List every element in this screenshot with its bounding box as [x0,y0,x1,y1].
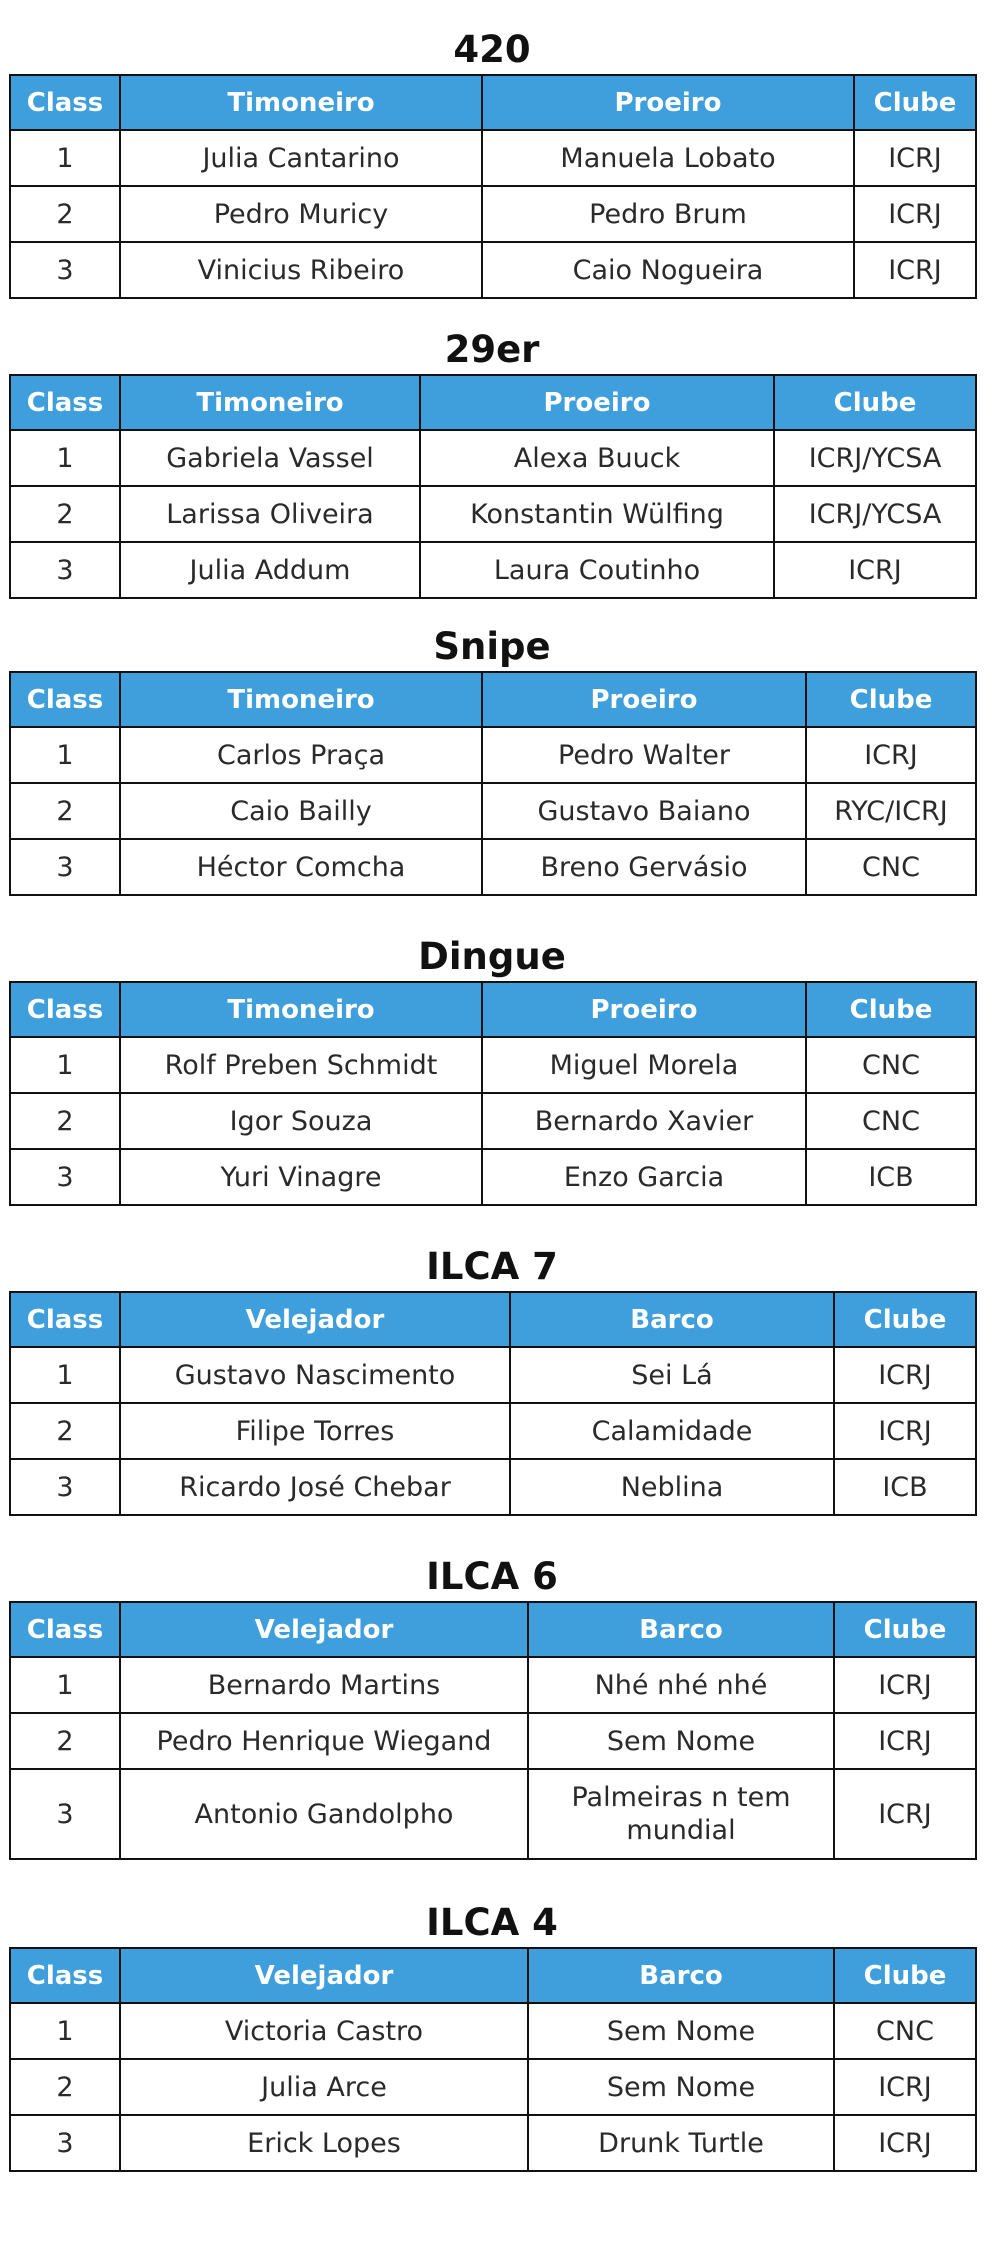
cell-class: 1 [10,1347,120,1403]
cell-clube: ICRJ/YCSA [774,486,976,542]
table-row [10,542,976,598]
header-class: Class [10,75,120,130]
cell-clube: CNC [806,1093,976,1149]
cell-proeiro: Breno Gervásio [482,839,806,895]
table-row [10,430,976,486]
cell-proeiro: Miguel Morela [482,1037,806,1093]
header-clube: Clube [774,375,976,430]
section-title: Dingue [418,935,566,978]
cell-clube: RYC/ICRJ [806,783,976,839]
section-29er [9,330,975,599]
header-proeiro: Proeiro [482,75,854,130]
cell-clube: ICRJ [774,542,976,598]
cell-clube: CNC [806,839,976,895]
table-row [10,783,976,839]
cell-proeiro: Laura Coutinho [420,542,774,598]
cell-timoneiro: Igor Souza [120,1093,482,1149]
cell-velejador: Gustavo Nascimento [120,1347,510,1403]
table-row [10,1149,976,1205]
cell-timoneiro: Vinicius Ribeiro [120,242,482,298]
header-class: Class [10,982,120,1037]
results-table [9,1947,977,2172]
header-timoneiro: Timoneiro [120,982,482,1037]
table-row [10,2115,976,2171]
cell-timoneiro: Héctor Comcha [120,839,482,895]
cell-timoneiro: Carlos Praça [120,727,482,783]
section-ilca-6 [9,1557,975,1860]
cell-timoneiro: Julia Addum [120,542,420,598]
cell-proeiro: Gustavo Baiano [482,783,806,839]
cell-clube: ICRJ [834,1657,976,1713]
cell-class: 1 [10,2003,120,2059]
header-clube: Clube [806,672,976,727]
header-row [10,1292,976,1347]
cell-class: 3 [10,2115,120,2171]
header-proeiro: Proeiro [420,375,774,430]
table-row [10,1657,976,1713]
results-table [9,981,977,1206]
cell-barco: Sem Nome [528,1713,834,1769]
cell-proeiro: Konstantin Wülfing [420,486,774,542]
header-row [10,75,976,130]
cell-barco: Calamidade [510,1403,834,1459]
header-velejador: Velejador [120,1292,510,1347]
cell-clube: CNC [834,2003,976,2059]
cell-class: 2 [10,2059,120,2115]
section-dingue [9,937,975,1206]
table-row [10,1459,976,1515]
cell-timoneiro: Rolf Preben Schmidt [120,1037,482,1093]
header-clube: Clube [854,75,976,130]
header-proeiro: Proeiro [482,982,806,1037]
cell-velejador: Filipe Torres [120,1403,510,1459]
cell-proeiro: Bernardo Xavier [482,1093,806,1149]
cell-class: 3 [10,1149,120,1205]
cell-timoneiro: Pedro Muricy [120,186,482,242]
table-row [10,2059,976,2115]
header-velejador: Velejador [120,1948,528,2003]
cell-barco: Drunk Turtle [528,2115,834,2171]
table-row [10,186,976,242]
cell-class: 3 [10,1769,120,1859]
cell-timoneiro: Caio Bailly [120,783,482,839]
header-class: Class [10,375,120,430]
header-row [10,1602,976,1657]
cell-timoneiro: Gabriela Vassel [120,430,420,486]
header-class: Class [10,1602,120,1657]
cell-barco: Palmeiras n tem mundial [528,1769,834,1859]
cell-clube: ICRJ [834,2059,976,2115]
header-class: Class [10,1292,120,1347]
results-table [9,1601,977,1860]
cell-velejador: Ricardo José Chebar [120,1459,510,1515]
cell-class: 2 [10,1713,120,1769]
header-row [10,375,976,430]
cell-class: 2 [10,1403,120,1459]
cell-class: 1 [10,1657,120,1713]
cell-proeiro: Enzo Garcia [482,1149,806,1205]
cell-clube: ICRJ [834,1769,976,1859]
header-clube: Clube [834,1292,976,1347]
header-timoneiro: Timoneiro [120,75,482,130]
section-snipe [9,627,975,896]
header-timoneiro: Timoneiro [120,375,420,430]
cell-velejador: Julia Arce [120,2059,528,2115]
cell-barco: Sem Nome [528,2003,834,2059]
table-row [10,727,976,783]
header-clube: Clube [834,1602,976,1657]
section-title: Snipe [433,625,551,668]
cell-class: 1 [10,430,120,486]
table-row [10,1713,976,1769]
cell-clube: ICRJ [854,130,976,186]
section-title: ILCA 4 [426,1901,558,1944]
header-row [10,982,976,1037]
cell-class: 3 [10,1459,120,1515]
cell-velejador: Antonio Gandolpho [120,1769,528,1859]
results-table [9,74,977,299]
cell-clube: ICRJ [834,1403,976,1459]
cell-proeiro: Caio Nogueira [482,242,854,298]
section-ilca-7 [9,1247,975,1516]
cell-clube: ICRJ [834,2115,976,2171]
header-barco: Barco [528,1602,834,1657]
cell-velejador: Pedro Henrique Wiegand [120,1713,528,1769]
cell-barco: Neblina [510,1459,834,1515]
cell-class: 2 [10,1093,120,1149]
section-title: ILCA 7 [426,1245,558,1288]
header-clube: Clube [834,1948,976,2003]
cell-barco: Nhé nhé nhé [528,1657,834,1713]
cell-class: 1 [10,1037,120,1093]
results-table [9,671,977,896]
header-velejador: Velejador [120,1602,528,1657]
cell-class: 2 [10,486,120,542]
cell-proeiro: Alexa Buuck [420,430,774,486]
cell-class: 3 [10,242,120,298]
table-row [10,839,976,895]
header-timoneiro: Timoneiro [120,672,482,727]
table-row [10,486,976,542]
cell-clube: CNC [806,1037,976,1093]
table-row [10,1347,976,1403]
table-row [10,1093,976,1149]
cell-class: 3 [10,542,120,598]
table-row [10,242,976,298]
section-title: 29er [444,328,540,371]
cell-proeiro: Pedro Walter [482,727,806,783]
header-row [10,1948,976,2003]
cell-timoneiro: Julia Cantarino [120,130,482,186]
header-proeiro: Proeiro [482,672,806,727]
cell-class: 1 [10,130,120,186]
cell-clube: ICB [806,1149,976,1205]
header-clube: Clube [806,982,976,1037]
cell-class: 3 [10,839,120,895]
table-row [10,1037,976,1093]
header-class: Class [10,672,120,727]
cell-clube: ICRJ [806,727,976,783]
cell-timoneiro: Yuri Vinagre [120,1149,482,1205]
section-title: 420 [453,28,531,71]
results-table [9,374,977,599]
cell-proeiro: Pedro Brum [482,186,854,242]
header-row [10,672,976,727]
header-barco: Barco [510,1292,834,1347]
cell-class: 1 [10,727,120,783]
cell-class: 2 [10,186,120,242]
header-class: Class [10,1948,120,2003]
cell-clube: ICRJ [854,186,976,242]
cell-class: 2 [10,783,120,839]
cell-clube: ICRJ [834,1713,976,1769]
cell-clube: ICB [834,1459,976,1515]
cell-clube: ICRJ/YCSA [774,430,976,486]
table-row [10,2003,976,2059]
results-table [9,1291,977,1516]
cell-clube: ICRJ [854,242,976,298]
cell-velejador: Erick Lopes [120,2115,528,2171]
cell-velejador: Victoria Castro [120,2003,528,2059]
cell-clube: ICRJ [834,1347,976,1403]
section-title: ILCA 6 [426,1555,558,1598]
cell-velejador: Bernardo Martins [120,1657,528,1713]
cell-barco: Sei Lá [510,1347,834,1403]
cell-timoneiro: Larissa Oliveira [120,486,420,542]
cell-barco: Sem Nome [528,2059,834,2115]
table-row [10,1769,976,1859]
section-ilca-4 [9,1903,975,2172]
section-420 [9,30,975,299]
table-row [10,130,976,186]
table-row [10,1403,976,1459]
cell-proeiro: Manuela Lobato [482,130,854,186]
header-barco: Barco [528,1948,834,2003]
